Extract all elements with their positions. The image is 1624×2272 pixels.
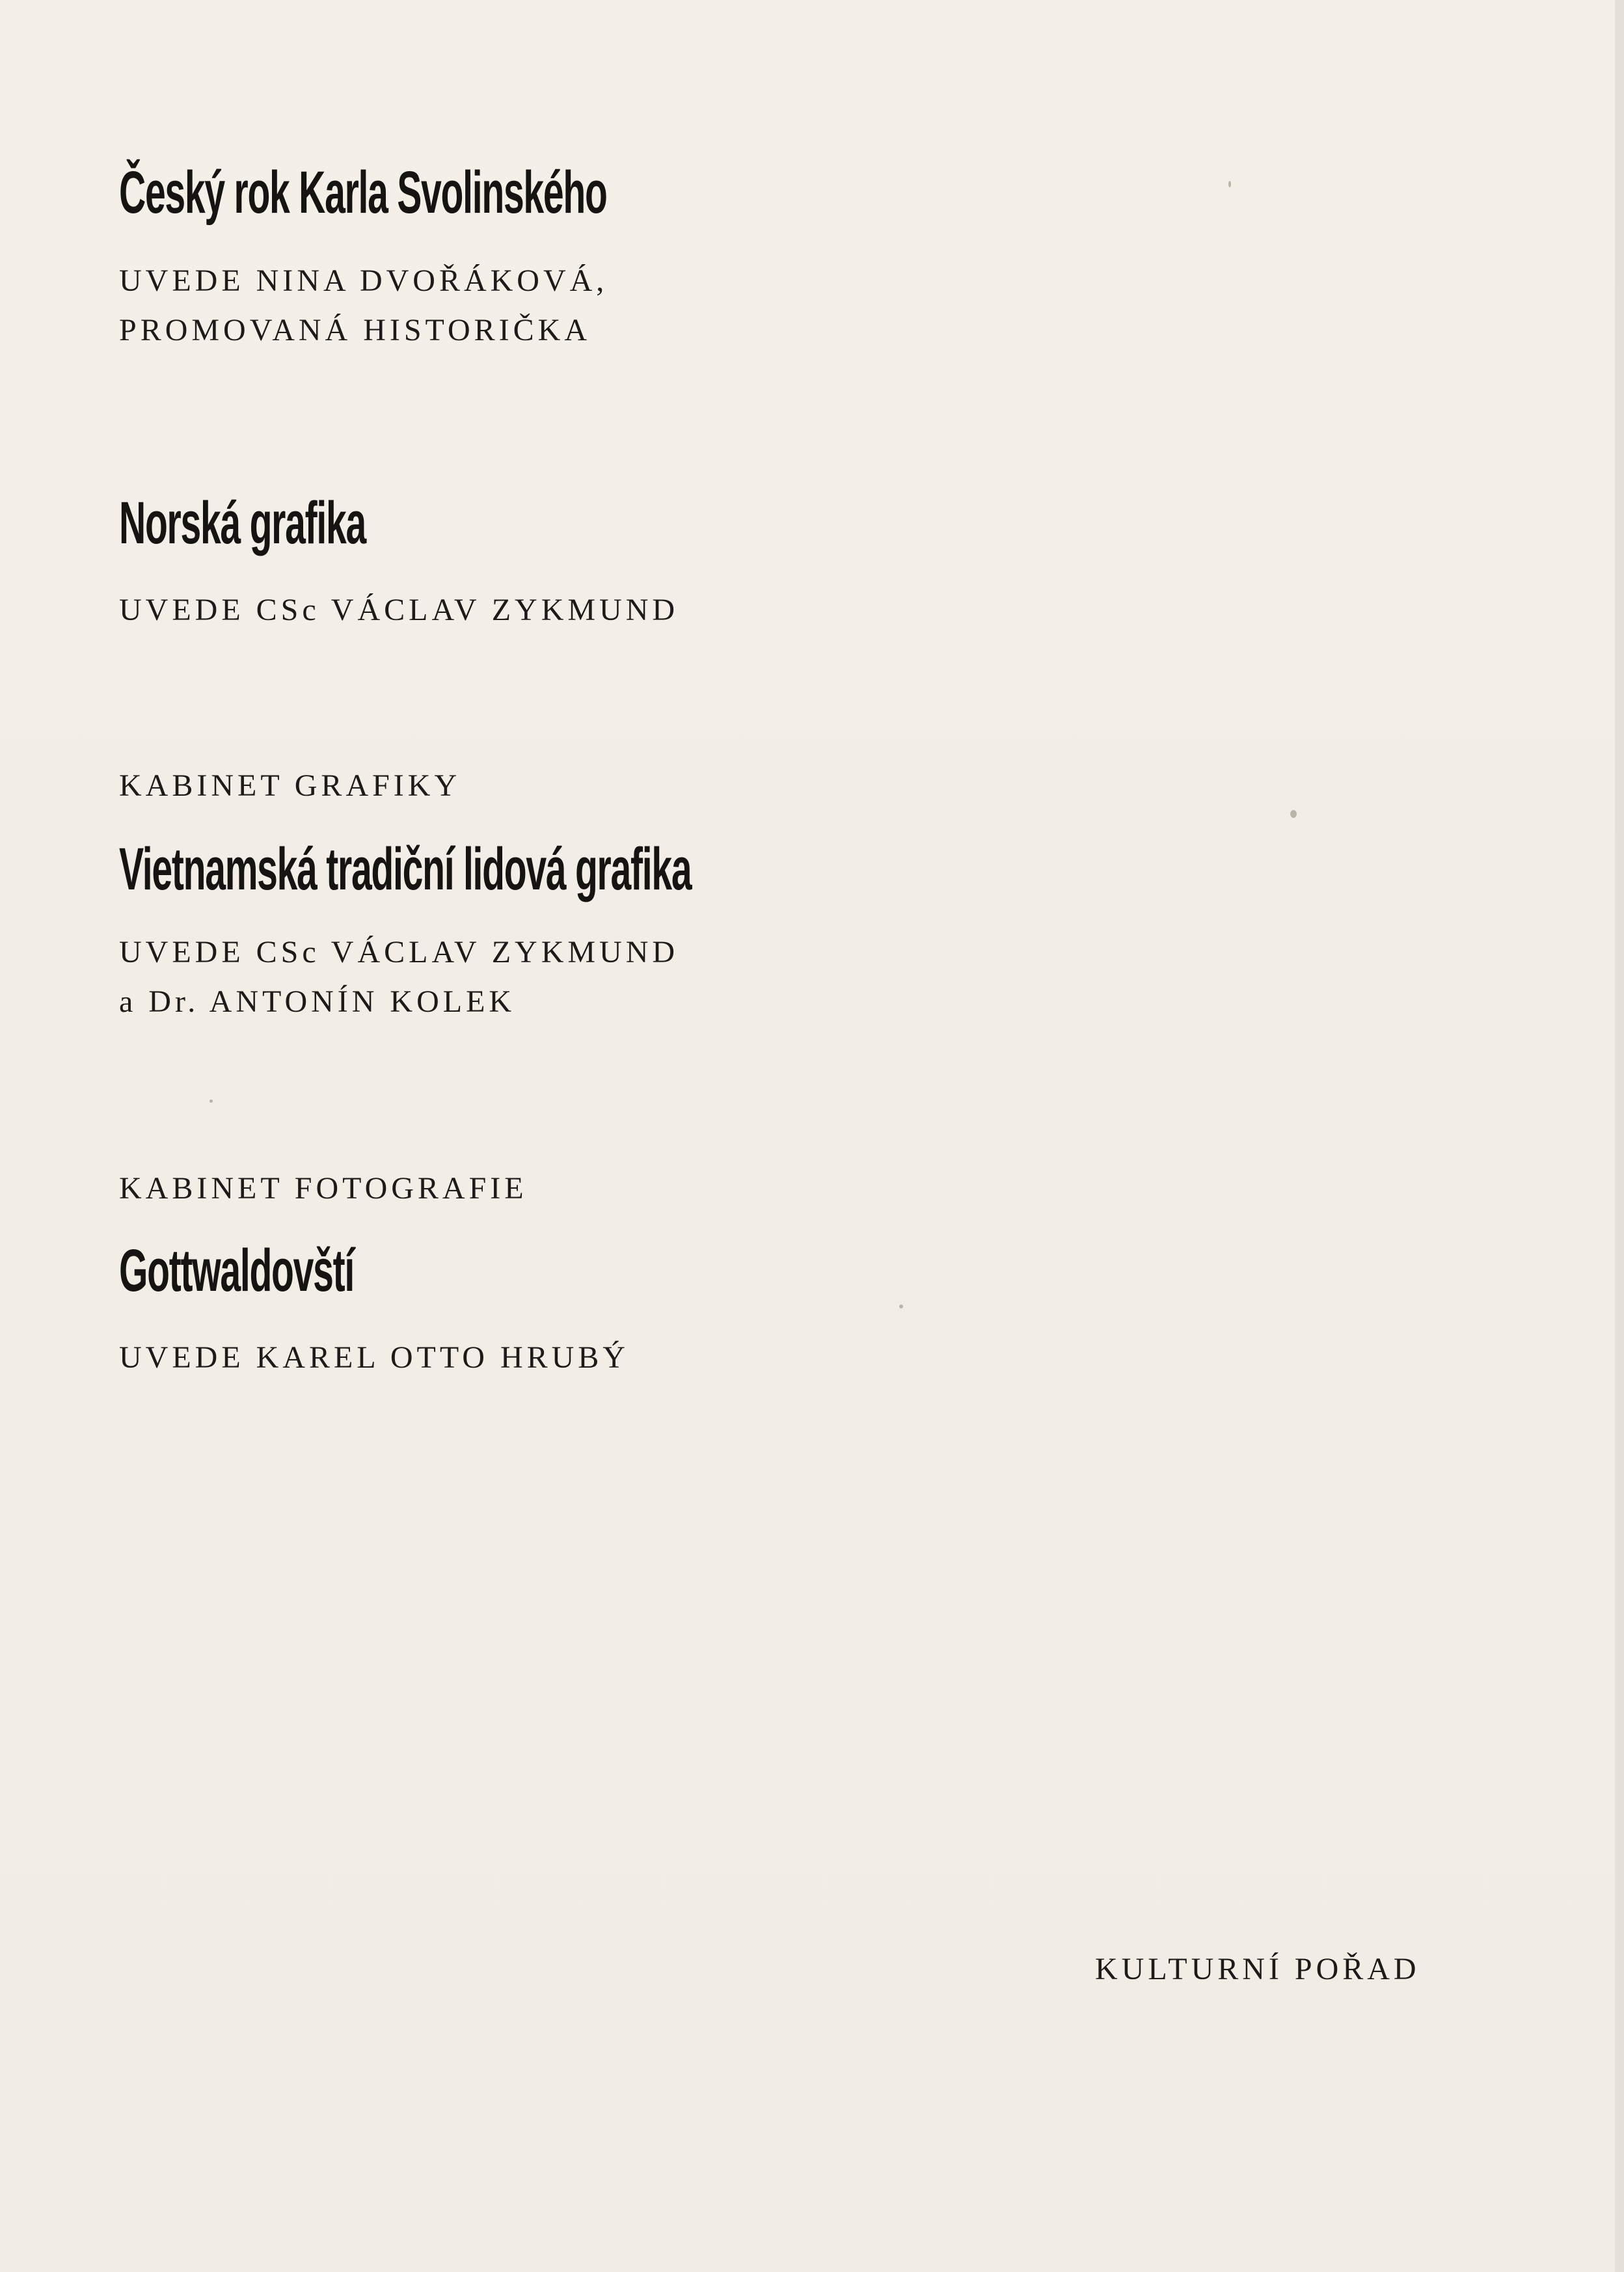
paper-speck (210, 1100, 213, 1103)
programme-item-1 (119, 159, 906, 355)
programme-kicker: KABINET FOTOGRAFIE (119, 1171, 528, 1206)
programme-title: Vietnamská tradiční lidová grafika (119, 836, 692, 902)
paper-speck (1290, 810, 1297, 818)
programme-title: Gottwaldovští (119, 1237, 354, 1304)
programme-presenter-line: UVEDE CSc VÁCLAV ZYKMUND (119, 935, 679, 969)
programme-presenter-line: a Dr. ANTONÍN KOLEK (119, 984, 516, 1019)
programme-title: Norská grafika (119, 490, 366, 556)
paper-speck (899, 1305, 903, 1308)
programme-kicker: KABINET GRAFIKY (119, 768, 461, 803)
programme-item-4 (119, 1169, 629, 1383)
programme-title: Český rok Karla Svolinského (119, 159, 607, 226)
programme-presenter-line: UVEDE KAREL OTTO HRUBÝ (119, 1340, 629, 1375)
paper-speck (1228, 181, 1231, 187)
programme-presenter-line: UVEDE NINA DVOŘÁKOVÁ, (119, 264, 608, 298)
programme-item-3 (119, 766, 1042, 1027)
footer-label: KULTURNÍ POŘAD (1095, 1952, 1420, 1986)
programme-item-2 (119, 490, 679, 635)
page-edge (1615, 0, 1624, 2272)
programme-presenter-line: UVEDE CSc VÁCLAV ZYKMUND (119, 593, 679, 627)
programme-presenter-line: PROMOVANÁ HISTORIČKA (119, 313, 591, 347)
